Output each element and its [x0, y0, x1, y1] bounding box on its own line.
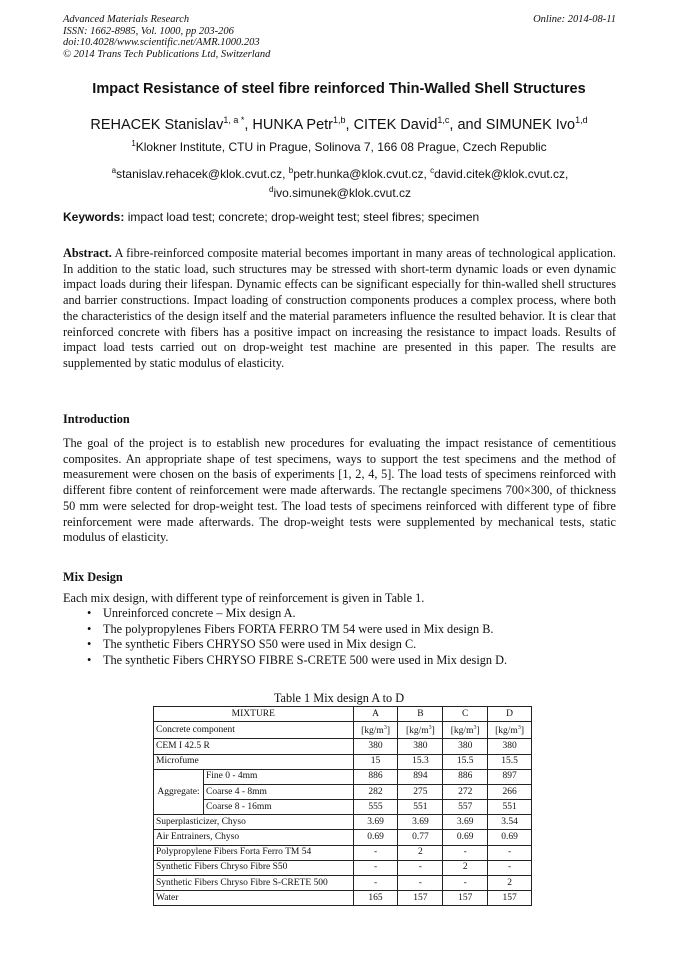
table-cell: 0.69: [353, 830, 398, 845]
row-label: CEM I 42.5 R: [154, 739, 354, 754]
unit-cell: $[kg/m^3]$: [398, 722, 443, 739]
table-cell: 15.5: [488, 754, 532, 769]
email-sup: b: [288, 166, 294, 175]
table-cell: -: [398, 876, 443, 891]
affiliation-text: Klokner Institute, CTU in Prague, Solinova 7, 166 08 Prague, Czech Republic: [135, 140, 547, 154]
table-cell: -: [398, 860, 443, 875]
doi: doi:10.4028/www.scientific.net/AMR.1000.203: [63, 37, 260, 48]
table-cell: 380: [443, 739, 488, 754]
author-list: [0, 115, 678, 133]
row-label: Coarse 8 - 16mm: [203, 800, 353, 815]
author-separator: , and: [449, 116, 486, 133]
table-row: [154, 784, 532, 799]
table-cell: 551: [488, 800, 532, 815]
table-cell: 15: [353, 754, 398, 769]
table-cell: -: [443, 845, 488, 860]
table-unit-row: [154, 722, 532, 739]
introduction-text: The goal of the project is to establish new procedures for evaluating the impact resistance of cementitious composites. An appropriate shape of test specimens, ways to support the test specimens and the method of measurement were chosen on the basis of experiments [1, 2, 4, 5]. The load tests of specimens reinforced with different fibre content of reinforcement were made afterwards. The rectangle specimens 700×300, of thickness 50 mm were selected for drop-weight test. The load tests of specimens reinforced with different type of fibre reinforcement were made afterwards. The drop-weight tests were supplemented by mechanical tests, static modulus of elasticity.: [63, 436, 616, 545]
author-separator: ,: [244, 116, 253, 133]
author-sup: 1,c: [437, 115, 450, 125]
table-cell: -: [353, 876, 398, 891]
online-date: Online: 2014-08-11: [533, 14, 616, 25]
affiliation: [0, 139, 678, 154]
row-label: Synthetic Fibers Chryso Fibre S50: [154, 860, 354, 875]
table-cell: 380: [488, 739, 532, 754]
table-cell: 3.69: [443, 815, 488, 830]
table-cell: 282: [353, 784, 398, 799]
table-cell: 380: [353, 739, 398, 754]
column-header: A: [353, 707, 398, 722]
email-sup: d: [268, 185, 274, 194]
email-sup: c: [430, 166, 435, 175]
table-cell: 2: [443, 860, 488, 875]
list-item: [87, 621, 616, 638]
journal-name: Advanced Materials Research: [63, 14, 190, 25]
bullet: •: [87, 637, 92, 652]
affiliation-sup: 1: [131, 139, 136, 148]
row-label: Superplasticizer, Chyso: [154, 815, 354, 830]
table-cell: -: [488, 845, 532, 860]
table-cell: 2: [488, 876, 532, 891]
table-cell: 3.69: [353, 815, 398, 830]
row-label: Air Entrainers, Chyso: [154, 830, 354, 845]
table-cell: 15.3: [398, 754, 443, 769]
table-row: [154, 800, 532, 815]
table-cell: -: [353, 860, 398, 875]
table-cell: 380: [398, 739, 443, 754]
author-name: SIMUNEK Ivo: [485, 116, 576, 133]
email-link[interactable]: david.citek@klok.cvut.cz,: [434, 167, 569, 181]
aggregate-label: Aggregate:: [154, 769, 204, 815]
author-name: HUNKA Petr: [252, 116, 333, 133]
table-cell: 266: [488, 784, 532, 799]
table-row: [154, 860, 532, 875]
table-cell: 3.54: [488, 815, 532, 830]
table-cell: -: [488, 860, 532, 875]
row-label: Coarse 4 - 8mm: [203, 784, 353, 799]
keywords-text: impact load test; concrete; drop-weight test; steel fibres; specimen: [124, 210, 480, 224]
copyright: © 2014 Trans Tech Publications Ltd, Switzerland: [63, 48, 271, 60]
table-cell: 15.5: [443, 754, 488, 769]
list-item-text: Unreinforced concrete – Mix design A.: [103, 606, 296, 620]
row-label: Polypropylene Fibers Forta Ferro TM 54: [154, 845, 354, 860]
list-item: [87, 653, 616, 669]
table-cell: 272: [443, 784, 488, 799]
author-name: CITEK David: [353, 116, 438, 133]
table-cell: 2: [398, 845, 443, 860]
table-row: [154, 754, 532, 769]
abstract: [63, 246, 616, 372]
component-header: Concrete component: [154, 722, 354, 739]
table-row: [154, 769, 532, 784]
author-sup: 1, a *: [223, 115, 245, 125]
list-item: [87, 637, 616, 653]
keywords-label: Keywords:: [63, 210, 125, 224]
mix-design-heading: Mix Design: [63, 570, 123, 584]
list-item-text: The synthetic Fibers CHRYSO FIBRE S-CRETE 500 were used in Mix design D.: [103, 653, 508, 668]
list-item: [87, 606, 616, 622]
abstract-text: A fibre-reinforced composite material becomes important in many areas of technological application. In addition to the static load, such structures may be stressed with short-term dynamic loads or even dynamic impact loads during their lifespan. Dynamic effects can be significant especially for thin-walled shell structures and barrier constructions. Impact loading of construction components produces a complex process, where both the characteristics of the design itself and the material parameters influence the resulted behavior. It is clear that reinforced concrete with fibers has a positive impact on increasing the resistance to impact loads. Results of impact load tests carried out on drop-weight test machine are presented in this paper. The results are supplemented by static modulus of elasticity.: [63, 246, 616, 370]
bullet: •: [87, 606, 92, 620]
paper-title: Impact Resistance of steel fibre reinforced Thin-Walled Shell Structures: [92, 81, 586, 97]
email-link[interactable]: petr.hunka@klok.cvut.cz,: [293, 167, 431, 181]
table-cell: 3.69: [398, 815, 443, 830]
table-cell: 165: [353, 891, 398, 906]
table-header-row: [154, 707, 532, 722]
table-cell: 0.69: [443, 830, 488, 845]
row-label: Water: [154, 891, 354, 906]
unit-cell: $[kg/m^3]$: [353, 722, 398, 739]
table-cell: 0.69: [488, 830, 532, 845]
table-cell: 157: [488, 891, 532, 906]
introduction-heading: Introduction: [63, 412, 130, 426]
abstract-label: Abstract.: [63, 246, 112, 260]
row-label: Synthetic Fibers Chryso Fibre S-CRETE 500: [154, 876, 354, 891]
email-sup: a: [111, 166, 117, 175]
author-separator: ,: [345, 116, 354, 133]
table-cell: -: [443, 876, 488, 891]
mix-design-table: [153, 706, 532, 906]
table-cell: 897: [488, 769, 532, 784]
mix-design-list: [63, 606, 616, 669]
list-item-text: The polypropylenes Fibers FORTA FERRO TM 54 were used in Mix design B.: [103, 621, 494, 636]
bullet: •: [87, 653, 92, 668]
unit-cell: $[kg/m^3]$: [443, 722, 488, 739]
column-header: D: [488, 707, 532, 722]
mixture-header: MIXTURE: [154, 707, 354, 722]
table-cell: 551: [398, 800, 443, 815]
bullet: •: [87, 621, 92, 636]
row-label: Fine 0 - 4mm: [203, 769, 353, 784]
author-name: REHACEK Stanislav: [90, 116, 224, 133]
list-item-text: The synthetic Fibers CHRYSO S50 were used in Mix design C.: [103, 637, 417, 652]
table-caption: Table 1 Mix design A to D: [273, 691, 405, 705]
keywords: [63, 210, 616, 224]
email-link[interactable]: ivo.simunek@klok.cvut.cz: [273, 186, 411, 200]
mix-design-intro: Each mix design, with different type of reinforcement is given in Table 1.: [63, 591, 425, 605]
table-row: [154, 891, 532, 906]
author-sup: 1,b: [333, 115, 346, 125]
row-label: Microfume: [154, 754, 354, 769]
table-cell: -: [353, 845, 398, 860]
table-cell: 0.77: [398, 830, 443, 845]
table-cell: 555: [353, 800, 398, 815]
table-cell: 886: [353, 769, 398, 784]
table-row: [154, 830, 532, 845]
table-row: [154, 815, 532, 830]
table-cell: 886: [443, 769, 488, 784]
table-cell: 157: [398, 891, 443, 906]
issn: ISSN: 1662-8985, Vol. 1000, pp 203-206: [63, 25, 234, 37]
column-header: C: [443, 707, 488, 722]
table-cell: 557: [443, 800, 488, 815]
unit-cell: $[kg/m^3]$: [488, 722, 532, 739]
author-emails: [70, 163, 610, 201]
email-link[interactable]: stanislav.rehacek@klok.cvut.cz,: [116, 167, 289, 181]
table-cell: 157: [443, 891, 488, 906]
table-row: [154, 845, 532, 860]
page-header: [63, 14, 616, 60]
table-row: [154, 876, 532, 891]
column-header: B: [398, 707, 443, 722]
table-cell: 894: [398, 769, 443, 784]
author-sup: 1,d: [575, 115, 588, 125]
table-cell: 275: [398, 784, 443, 799]
table-row: [154, 739, 532, 754]
